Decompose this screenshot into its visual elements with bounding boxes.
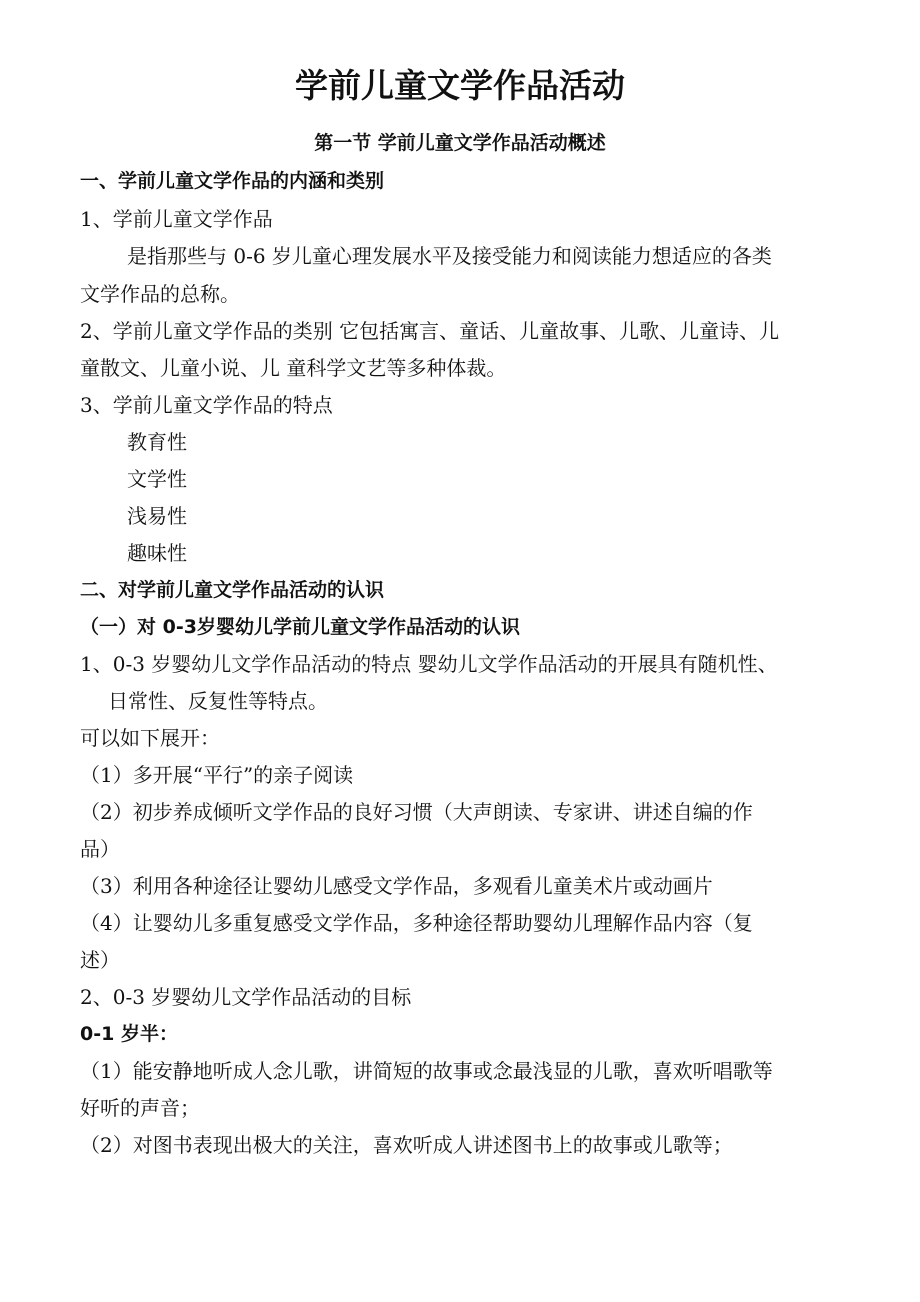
section-title: 第一节 学前儿童文学作品活动概述	[314, 132, 606, 154]
list-item: （1）多开展“平行”的亲子阅读	[80, 763, 354, 787]
list-item: （2）对图书表现出极大的关注，喜欢听成人讲述图书上的故事或儿歌等；	[80, 1133, 733, 1157]
trait-item: 浅易性	[127, 504, 187, 528]
heading-2: 二、对学前儿童文学作品活动的认识	[80, 579, 385, 601]
trait-item: 文学性	[127, 467, 187, 491]
sub-item-1-line-2: 日常性、反复性等特点。	[108, 689, 328, 713]
paragraph-text: 可以如下展开：	[80, 726, 220, 750]
list-item: （3）利用各种途径让婴幼儿感受文学作品，多观看儿童美术片或动画片	[80, 874, 713, 898]
trait-item: 趣味性	[127, 541, 187, 565]
item-3: 3、学前儿童文学作品的特点	[80, 393, 333, 417]
list-item: （1）能安静地听成人念儿歌，讲简短的故事或念最浅显的儿歌，喜欢听唱歌等	[80, 1059, 773, 1083]
list-item-continuation: 品）	[80, 837, 120, 861]
list-item: （4）让婴幼儿多重复感受文学作品，多种途径帮助婴幼儿理解作品内容（复	[80, 911, 753, 935]
trait-item: 教育性	[127, 430, 187, 454]
age-heading: 0-1 岁半：	[80, 1023, 178, 1045]
item-2-line-1: 2、学前儿童文学作品的类别 它包括寓言、童话、儿童故事、儿歌、儿童诗、儿	[80, 319, 780, 343]
list-item-continuation: 述）	[80, 948, 120, 972]
document-title: 学前儿童文学作品活动	[295, 66, 625, 105]
item-1: 1、学前儿童文学作品	[80, 207, 273, 231]
item-2-line-2: 童散文、儿童小说、儿 童科学文艺等多种体裁。	[80, 356, 507, 380]
definition-line-1: 是指那些与 0-6 岁儿童心理发展水平及接受能力和阅读能力想适应的各类	[127, 244, 772, 268]
definition-line-2: 文学作品的总称。	[80, 282, 240, 306]
heading-1: 一、学前儿童文学作品的内涵和类别	[80, 170, 385, 192]
sub-item-1-line-1: 1、0-3 岁婴幼儿文学作品活动的特点 婴幼儿文学作品活动的开展具有随机性、	[80, 652, 778, 676]
sub-item-2: 2、0-3 岁婴幼儿文学作品活动的目标	[80, 985, 412, 1009]
list-item-continuation: 好听的声音；	[80, 1096, 200, 1120]
subheading-1: （一）对 0-3岁婴幼儿学前儿童文学作品活动的认识	[80, 616, 520, 638]
list-item: （2）初步养成倾听文学作品的良好习惯（大声朗读、专家讲、讲述自编的作	[80, 800, 753, 824]
